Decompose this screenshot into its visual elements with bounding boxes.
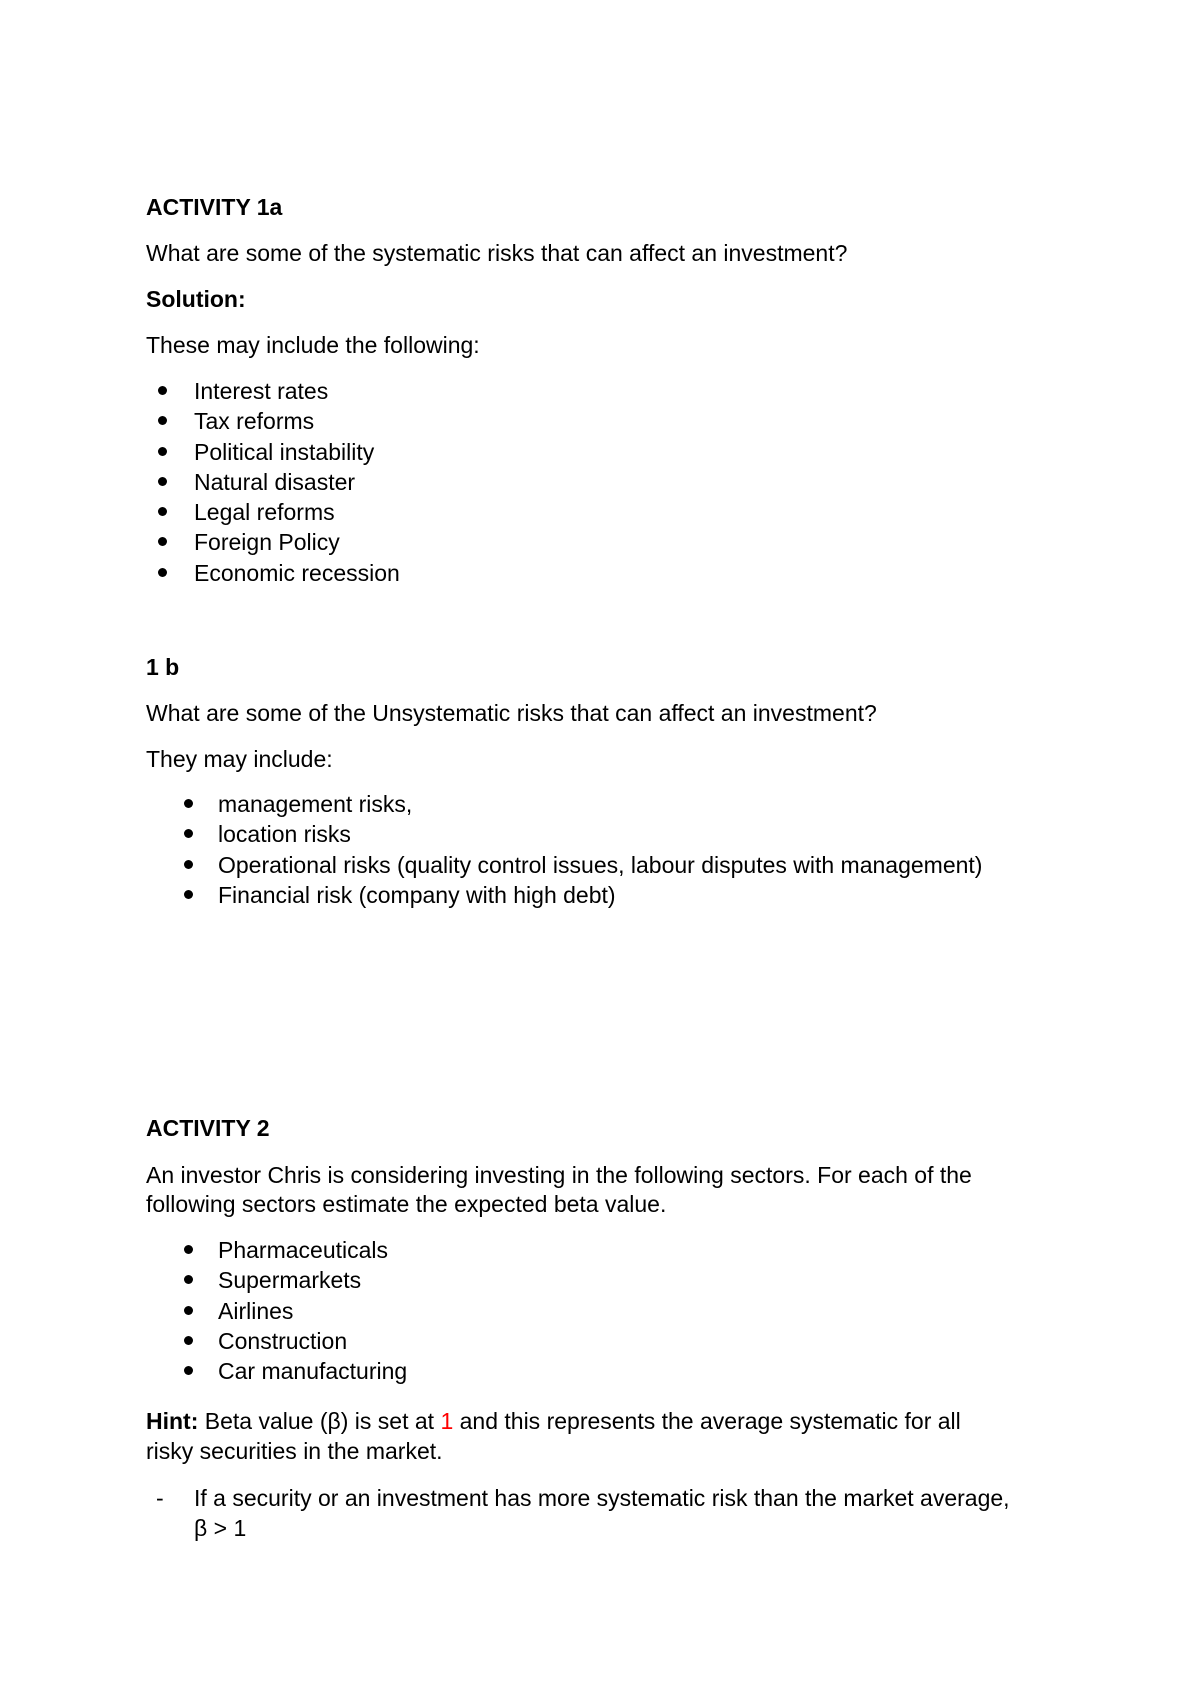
hint-line: [146, 1406, 1076, 1436]
list-item: Airlines: [146, 1296, 407, 1326]
list-item: Political instability: [146, 437, 400, 467]
hint-beta-value: 1: [440, 1408, 454, 1434]
list-item: Pharmaceuticals: [146, 1235, 407, 1265]
solution-label: Solution:: [146, 286, 246, 312]
list-item: Economic recession: [146, 558, 400, 588]
activity-1a-intro: These may include the following:: [146, 332, 480, 358]
activity-1a-heading: ACTIVITY 1a: [146, 194, 283, 220]
list-item: Natural disaster: [146, 467, 400, 497]
activity-2-prompt-line2: following sectors estimate the expected beta value.: [146, 1191, 667, 1217]
dash-mark: -: [156, 1485, 164, 1511]
activity-1a-question: What are some of the systematic risks that can affect an investment?: [146, 240, 848, 266]
dash-line1: If a security or an investment has more systematic risk than the market average,: [194, 1485, 1010, 1511]
list-item: management risks,: [146, 789, 982, 819]
activity-2-prompt-line1: An investor Chris is considering investing in the following sectors. For each of the: [146, 1162, 972, 1188]
unsystematic-risks-list: [146, 789, 982, 910]
dash-line2: β > 1: [194, 1515, 247, 1541]
list-item: location risks: [146, 819, 982, 849]
list-item: Operational risks (quality control issues, labour disputes with management): [146, 850, 982, 880]
list-item: Supermarkets: [146, 1265, 407, 1295]
dash-item: [146, 1483, 1076, 1543]
hint-line2: risky securities in the market.: [146, 1438, 443, 1464]
list-item: Financial risk (company with high debt): [146, 880, 982, 910]
hint-label: Hint:: [146, 1408, 199, 1434]
list-item: Foreign Policy: [146, 527, 400, 557]
hint-text-part1: Beta value (β) is set at: [198, 1408, 441, 1434]
activity-1b-question: What are some of the Unsystematic risks that can affect an investment?: [146, 700, 877, 726]
systematic-risks-list: [146, 376, 400, 588]
list-item: Construction: [146, 1326, 407, 1356]
activity-2-heading: ACTIVITY 2: [146, 1115, 270, 1141]
sectors-list: [146, 1235, 407, 1386]
list-item: Tax reforms: [146, 406, 400, 436]
list-item: Legal reforms: [146, 497, 400, 527]
activity-1b-intro: They may include:: [146, 746, 333, 772]
list-item: Car manufacturing: [146, 1356, 407, 1386]
hint-text-part2: and this represents the average systematic for all: [453, 1408, 961, 1434]
list-item: Interest rates: [146, 376, 400, 406]
activity-1b-heading: 1 b: [146, 654, 180, 680]
